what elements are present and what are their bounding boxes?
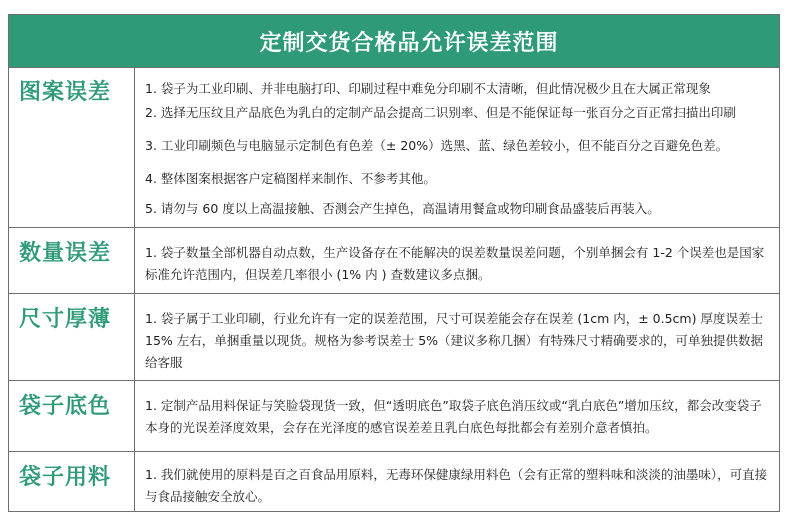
section-text: 1. 我们就使用的原料是百之百食品用原料，无毒环保健康绿用料色（会有正常的塑料味和淡淡的油墨味），可直接与食品接触安全放心。 xyxy=(145,467,768,504)
list-item: 1. 袋子为工业印刷、并非电脑打印、印刷过程中难免分印刷不太清晰，但此情况极少且在大属正常现象 xyxy=(145,81,711,96)
list-item: 3. 工业印刷频色与电脑显示定制色有色差（± 20%）选黑、蓝、绿色差较小，但不能百分之百避免色差。 xyxy=(145,138,729,153)
list-item: 2. 选择无压纹且产品底色为乳白的定制产品会提高二识别率、但是不能保证每一张百分之百正常扫描出印刷 xyxy=(145,105,736,120)
section-size xyxy=(9,294,779,381)
section-label-cell xyxy=(9,294,135,380)
section-material xyxy=(9,452,779,511)
section-label: 数量误差 xyxy=(19,241,112,266)
list-item: 4. 整体图案根据客户定稿图样来制作、不参考其他。 xyxy=(145,171,436,186)
section-label-cell xyxy=(9,67,135,227)
section-quantity xyxy=(9,228,779,294)
section-label: 袋子底色 xyxy=(19,394,112,419)
section-label-cell xyxy=(9,228,135,293)
page-title: 定制交货合格品允许误差范围 xyxy=(259,30,559,56)
section-text: 1. 袋子数量全部机器自动点数，生产设备存在不能解决的误差数量误差问题，个别单捆会有 1-2 个误差也是国家标准允许范围内，但误差几率很小 (1% 内 ) 查数建议多点捆。 xyxy=(145,245,765,282)
section-label-cell xyxy=(9,452,135,511)
section-label: 图案误差 xyxy=(19,80,112,105)
table-header xyxy=(9,15,779,68)
list-item: 5. 请勿与 60 度以上高温接触、否测会产生掉色，高温请用餐盒或物印刷食品盛装后再装入。 xyxy=(145,201,660,216)
tolerance-table xyxy=(8,14,780,512)
section-label: 袋子用料 xyxy=(19,465,112,490)
section-text: 1. 定制产品用料保证与笑脸袋现货一致，但“透明底色”取袋子底色消压纹或“乳白底色”增加压纹，都会改变袋子本身的光误差泽度效果，会存在光泽度的感官误差差且乳白底色每批都会有差别介意者慎拍。 xyxy=(145,398,762,435)
section-pattern xyxy=(9,67,779,228)
section-label: 尺寸厚薄 xyxy=(19,307,112,332)
section-text: 1. 袋子属于工业印刷，行业允许有一定的误差范围，尺寸可误差能会存在误差 (1cm 内，± 0.5cm) 厚度误差士 15% 左右，单捆重量以现货。规格为参考误差士 5%（建议多称几捆）有特殊尺寸精确要求的，可单独提供数据给客服 xyxy=(145,311,764,370)
section-base-color xyxy=(9,381,779,452)
section-label-cell xyxy=(9,381,135,451)
